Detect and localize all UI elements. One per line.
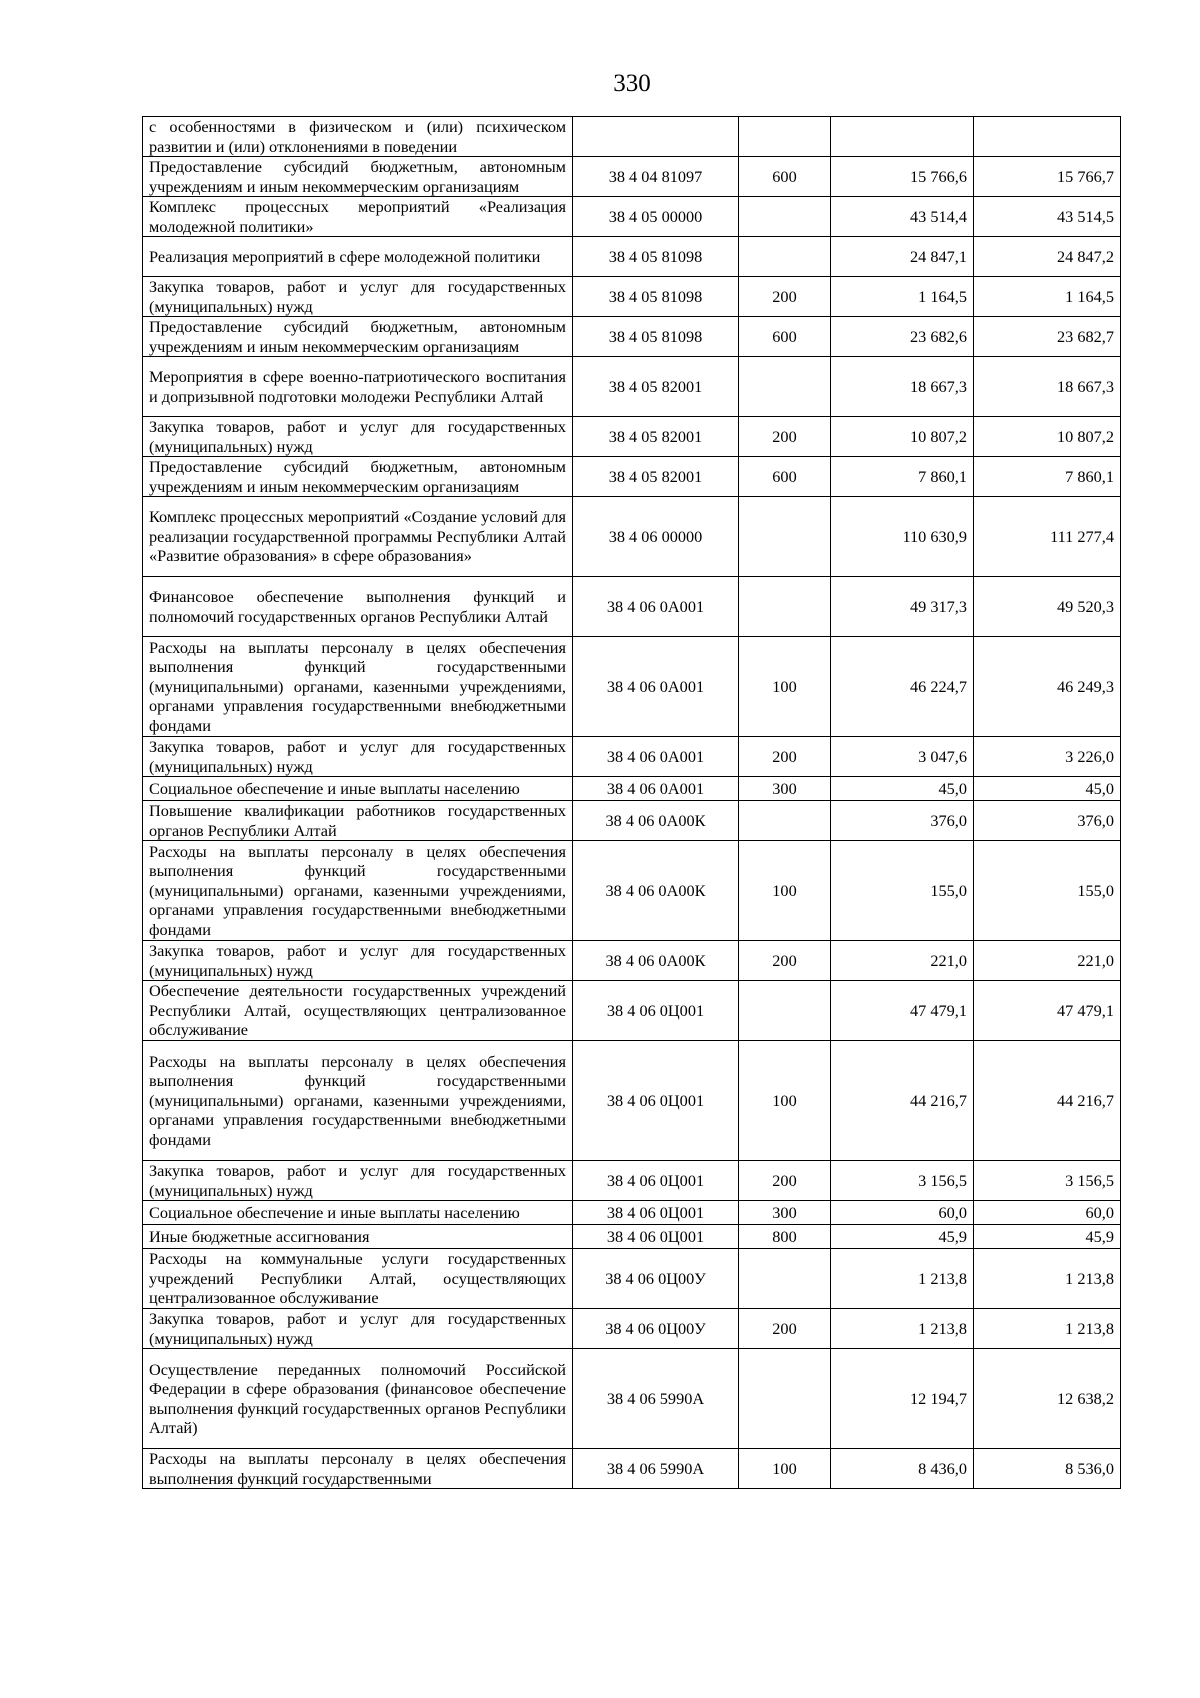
expense-name-cell: Социальное обеспечение и иные выплаты населению: [143, 1201, 573, 1225]
expense-name-cell: Расходы на выплаты персоналу в целях обеспечения выполнения функций государственными (муниципальными) органами, казенными учреждениями, органами управления государственными внебюджетными фондами: [143, 841, 573, 941]
expense-type-cell: [739, 197, 831, 237]
amount-year1-cell: 110 630,9: [831, 497, 974, 577]
table-row: [143, 1449, 1121, 1489]
amount-year1-cell: 155,0: [831, 841, 974, 941]
expense-name-cell: Закупка товаров, работ и услуг для государственных (муниципальных) нужд: [143, 1161, 573, 1201]
target-article-code-cell: [573, 117, 739, 157]
target-article-code-cell: 38 4 05 82001: [573, 457, 739, 497]
amount-year2-cell: 111 277,4: [974, 497, 1121, 577]
expense-name-cell: Предоставление субсидий бюджетным, автономным учреждениям и иным некоммерческим организациям: [143, 157, 573, 197]
amount-year2-cell: [974, 117, 1121, 157]
expense-type-cell: 100: [739, 1449, 831, 1489]
table-row: [143, 497, 1121, 577]
target-article-code-cell: 38 4 06 5990А: [573, 1349, 739, 1449]
expense-type-cell: [739, 357, 831, 417]
expense-type-cell: 600: [739, 317, 831, 357]
expense-type-cell: 600: [739, 157, 831, 197]
expense-type-cell: 100: [739, 637, 831, 737]
target-article-code-cell: 38 4 05 82001: [573, 417, 739, 457]
amount-year1-cell: 46 224,7: [831, 637, 974, 737]
target-article-code-cell: 38 4 05 81098: [573, 237, 739, 277]
amount-year2-cell: 45,0: [974, 777, 1121, 801]
target-article-code-cell: 38 4 05 81098: [573, 277, 739, 317]
expense-name-cell: Комплекс процессных мероприятий «Реализация молодежной политики»: [143, 197, 573, 237]
expense-type-cell: 100: [739, 1041, 831, 1161]
target-article-code-cell: 38 4 06 5990А: [573, 1449, 739, 1489]
table-row: [143, 417, 1121, 457]
table-row: [143, 1201, 1121, 1225]
expense-type-cell: 200: [739, 737, 831, 777]
table-row: [143, 1161, 1121, 1201]
amount-year1-cell: 1 164,5: [831, 277, 974, 317]
table-row: [143, 197, 1121, 237]
target-article-code-cell: 38 4 06 0Ц00У: [573, 1249, 739, 1309]
amount-year2-cell: 24 847,2: [974, 237, 1121, 277]
table-row: [143, 941, 1121, 981]
amount-year2-cell: 44 216,7: [974, 1041, 1121, 1161]
amount-year1-cell: 47 479,1: [831, 981, 974, 1041]
amount-year2-cell: 46 249,3: [974, 637, 1121, 737]
amount-year2-cell: 23 682,7: [974, 317, 1121, 357]
table-row: [143, 801, 1121, 841]
amount-year1-cell: 3 047,6: [831, 737, 974, 777]
amount-year1-cell: [831, 117, 974, 157]
amount-year1-cell: 15 766,6: [831, 157, 974, 197]
table-row: [143, 777, 1121, 801]
expense-type-cell: 200: [739, 277, 831, 317]
expense-type-cell: [739, 237, 831, 277]
table-row: [143, 1249, 1121, 1309]
amount-year1-cell: 18 667,3: [831, 357, 974, 417]
table-row: [143, 117, 1121, 157]
expense-name-cell: Закупка товаров, работ и услуг для государственных (муниципальных) нужд: [143, 941, 573, 981]
expense-type-cell: [739, 1249, 831, 1309]
amount-year1-cell: 44 216,7: [831, 1041, 974, 1161]
target-article-code-cell: 38 4 06 0Ц001: [573, 981, 739, 1041]
table-row: [143, 237, 1121, 277]
target-article-code-cell: 38 4 06 0Ц001: [573, 1201, 739, 1225]
amount-year2-cell: 1 213,8: [974, 1249, 1121, 1309]
target-article-code-cell: 38 4 06 0А00К: [573, 941, 739, 981]
table-row: [143, 277, 1121, 317]
amount-year2-cell: 47 479,1: [974, 981, 1121, 1041]
amount-year2-cell: 1 164,5: [974, 277, 1121, 317]
page-number: 330: [613, 70, 651, 97]
expense-type-cell: [739, 801, 831, 841]
expense-type-cell: 300: [739, 1201, 831, 1225]
table-row: [143, 1309, 1121, 1349]
target-article-code-cell: 38 4 06 0А00К: [573, 841, 739, 941]
amount-year1-cell: 10 807,2: [831, 417, 974, 457]
table-row: [143, 637, 1121, 737]
expense-name-cell: Закупка товаров, работ и услуг для государственных (муниципальных) нужд: [143, 737, 573, 777]
amount-year1-cell: 12 194,7: [831, 1349, 974, 1449]
amount-year2-cell: 376,0: [974, 801, 1121, 841]
amount-year2-cell: 7 860,1: [974, 457, 1121, 497]
expense-type-cell: [739, 497, 831, 577]
table-row: [143, 1041, 1121, 1161]
expense-name-cell: Повышение квалификации работников государственных органов Республики Алтай: [143, 801, 573, 841]
table-row: [143, 737, 1121, 777]
amount-year2-cell: 12 638,2: [974, 1349, 1121, 1449]
expense-name-cell: Обеспечение деятельности государственных учреждений Республики Алтай, осуществляющих централизованное обслуживание: [143, 981, 573, 1041]
budget-table: [142, 116, 1121, 1489]
target-article-code-cell: 38 4 05 82001: [573, 357, 739, 417]
expense-name-cell: Мероприятия в сфере военно-патриотического воспитания и допризывной подготовки молодежи Республики Алтай: [143, 357, 573, 417]
amount-year1-cell: 221,0: [831, 941, 974, 981]
amount-year1-cell: 376,0: [831, 801, 974, 841]
amount-year1-cell: 23 682,6: [831, 317, 974, 357]
amount-year2-cell: 3 226,0: [974, 737, 1121, 777]
table-row: [143, 1225, 1121, 1249]
amount-year2-cell: 60,0: [974, 1201, 1121, 1225]
target-article-code-cell: 38 4 06 0А001: [573, 577, 739, 637]
amount-year1-cell: 8 436,0: [831, 1449, 974, 1489]
amount-year2-cell: 8 536,0: [974, 1449, 1121, 1489]
amount-year2-cell: 18 667,3: [974, 357, 1121, 417]
expense-name-cell: с особенностями в физическом и (или) психическом развитии и (или) отклонениями в поведении: [143, 117, 573, 157]
expense-name-cell: Осуществление переданных полномочий Российской Федерации в сфере образования (финансовое обеспечение выполнения функций государственных органов Республики Алтай): [143, 1349, 573, 1449]
amount-year1-cell: 1 213,8: [831, 1309, 974, 1349]
amount-year1-cell: 3 156,5: [831, 1161, 974, 1201]
table-row: [143, 457, 1121, 497]
expense-type-cell: 200: [739, 1309, 831, 1349]
expense-type-cell: 800: [739, 1225, 831, 1249]
amount-year2-cell: 49 520,3: [974, 577, 1121, 637]
expense-name-cell: Расходы на коммунальные услуги государственных учреждений Республики Алтай, осуществляющих централизованное обслуживание: [143, 1249, 573, 1309]
target-article-code-cell: 38 4 04 81097: [573, 157, 739, 197]
amount-year1-cell: 24 847,1: [831, 237, 974, 277]
expense-name-cell: Комплекс процессных мероприятий «Создание условий для реализации государственной программы Республики Алтай «Развитие образования» в сфере образования»: [143, 497, 573, 577]
amount-year2-cell: 3 156,5: [974, 1161, 1121, 1201]
expense-name-cell: Закупка товаров, работ и услуг для государственных (муниципальных) нужд: [143, 1309, 573, 1349]
expense-name-cell: Предоставление субсидий бюджетным, автономным учреждениям и иным некоммерческим организациям: [143, 457, 573, 497]
expense-name-cell: Реализация мероприятий в сфере молодежной политики: [143, 237, 573, 277]
amount-year2-cell: 155,0: [974, 841, 1121, 941]
table-row: [143, 1349, 1121, 1449]
amount-year1-cell: 49 317,3: [831, 577, 974, 637]
expense-name-cell: Закупка товаров, работ и услуг для государственных (муниципальных) нужд: [143, 277, 573, 317]
expense-type-cell: [739, 981, 831, 1041]
target-article-code-cell: 38 4 06 0А001: [573, 637, 739, 737]
expense-name-cell: Социальное обеспечение и иные выплаты населению: [143, 777, 573, 801]
amount-year1-cell: 7 860,1: [831, 457, 974, 497]
expense-type-cell: 300: [739, 777, 831, 801]
amount-year2-cell: 45,9: [974, 1225, 1121, 1249]
budget-table-body: [143, 117, 1121, 1489]
amount-year2-cell: 15 766,7: [974, 157, 1121, 197]
expense-type-cell: 600: [739, 457, 831, 497]
expense-type-cell: 200: [739, 1161, 831, 1201]
target-article-code-cell: 38 4 05 81098: [573, 317, 739, 357]
expense-name-cell: Финансовое обеспечение выполнения функций и полномочий государственных органов Республики Алтай: [143, 577, 573, 637]
amount-year2-cell: 1 213,8: [974, 1309, 1121, 1349]
expense-type-cell: 200: [739, 417, 831, 457]
amount-year1-cell: 1 213,8: [831, 1249, 974, 1309]
expense-name-cell: Расходы на выплаты персоналу в целях обеспечения выполнения функций государственными (муниципальными) органами, казенными учреждениями, органами управления государственными внебюджетными фондами: [143, 1041, 573, 1161]
target-article-code-cell: 38 4 06 0А001: [573, 737, 739, 777]
expense-type-cell: [739, 1349, 831, 1449]
target-article-code-cell: 38 4 06 0Ц00У: [573, 1309, 739, 1349]
expense-type-cell: [739, 577, 831, 637]
amount-year2-cell: 221,0: [974, 941, 1121, 981]
expense-type-cell: [739, 117, 831, 157]
table-row: [143, 577, 1121, 637]
target-article-code-cell: 38 4 06 0А001: [573, 777, 739, 801]
expense-type-cell: 200: [739, 941, 831, 981]
expense-type-cell: 100: [739, 841, 831, 941]
target-article-code-cell: 38 4 06 00000: [573, 497, 739, 577]
amount-year1-cell: 45,9: [831, 1225, 974, 1249]
table-row: [143, 841, 1121, 941]
expense-name-cell: Закупка товаров, работ и услуг для государственных (муниципальных) нужд: [143, 417, 573, 457]
amount-year1-cell: 45,0: [831, 777, 974, 801]
expense-name-cell: Расходы на выплаты персоналу в целях обеспечения выполнения функций государственными: [143, 1449, 573, 1489]
expense-name-cell: Предоставление субсидий бюджетным, автономным учреждениям и иным некоммерческим организациям: [143, 317, 573, 357]
target-article-code-cell: 38 4 06 0Ц001: [573, 1041, 739, 1161]
amount-year2-cell: 10 807,2: [974, 417, 1121, 457]
target-article-code-cell: 38 4 06 0А00К: [573, 801, 739, 841]
table-row: [143, 981, 1121, 1041]
table-row: [143, 357, 1121, 417]
target-article-code-cell: 38 4 05 00000: [573, 197, 739, 237]
expense-name-cell: Иные бюджетные ассигнования: [143, 1225, 573, 1249]
table-row: [143, 157, 1121, 197]
table-row: [143, 317, 1121, 357]
amount-year1-cell: 60,0: [831, 1201, 974, 1225]
amount-year2-cell: 43 514,5: [974, 197, 1121, 237]
amount-year1-cell: 43 514,4: [831, 197, 974, 237]
target-article-code-cell: 38 4 06 0Ц001: [573, 1161, 739, 1201]
expense-name-cell: Расходы на выплаты персоналу в целях обеспечения выполнения функций государственными (муниципальными) органами, казенными учреждениями, органами управления государственными внебюджетными фондами: [143, 637, 573, 737]
target-article-code-cell: 38 4 06 0Ц001: [573, 1225, 739, 1249]
